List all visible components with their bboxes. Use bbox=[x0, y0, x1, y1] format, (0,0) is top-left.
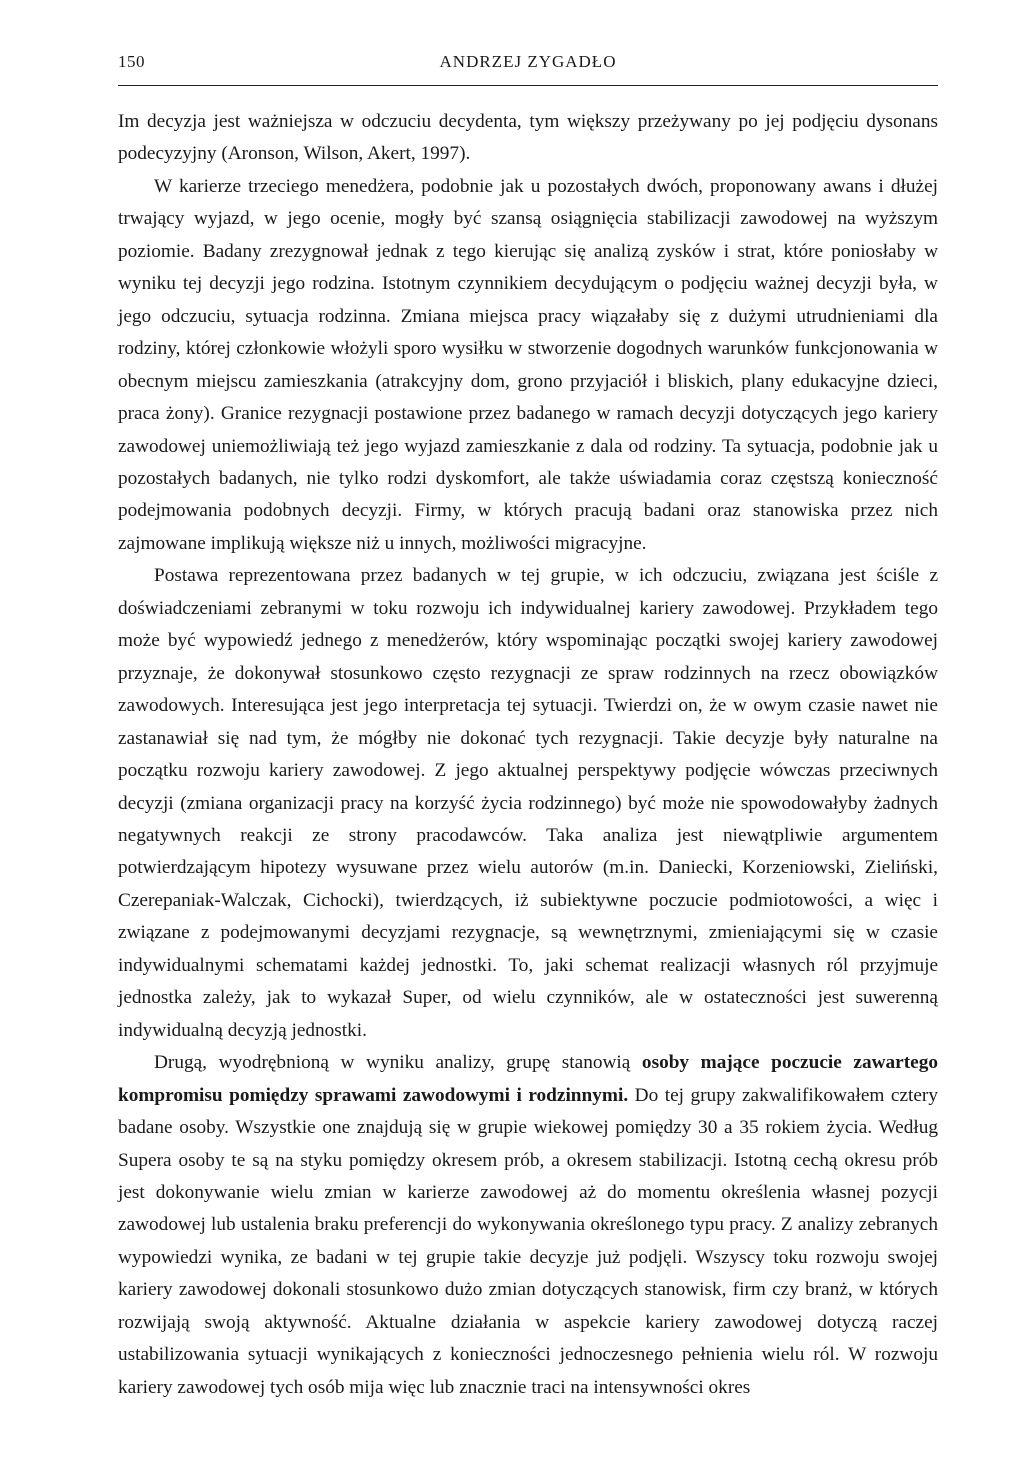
paragraph-4-rest: Do tej grupy zakwalifikowałem cztery badane osoby. Wszystkie one znajdują się w grupie wiekowej pomiędzy 30 a 35 rokiem życia. Według Supera osoby te są na styku pomiędzy okresem prób, a okresem stabilizacji. Istotną cechą okresu prób jest dokonywanie wielu zmian w karierze zawodowej aż do momentu określenia własnej pozycji zawodowej lub ustalenia braku preferencji do wykonywania określonego typu pracy. Z analizy zebranych wypowiedzi wynika, ze badani w tej grupie takie decyzje już podjęli. Wszyscy toku rozwoju swojej kariery zawodowej dokonali stosunkowo dużo zmian dotyczących stanowisk, firm czy branż, w których rozwijają swoją aktywność. Aktualne działania w aspekcie kariery zawodowej dotyczą raczej ustabilizowania sytuacji wynikających z konieczności jednoczesnego pełnienia wielu ról. W rozwoju kariery zawodowej tych osób mija więc lub znacznie traci na intensywności okres bbox=[118, 1084, 938, 1398]
body-text bbox=[118, 106, 938, 1404]
page-number: 150 bbox=[118, 52, 145, 71]
running-title: ANDRZEJ ZYGADŁO bbox=[439, 52, 617, 71]
paragraph-1: Im decyzja jest ważniejsza w odczuciu decydenta, tym większy przeżywany po jej podjęciu dysonans podecyzyjny (Aronson, Wilson, Akert, 1997). bbox=[118, 111, 938, 165]
paragraph-3: Postawa reprezentowana przez badanych w tej grupie, w ich odczuciu, związana jest ściśle z doświadczeniami zebranymi w toku rozwoju ich indywidualnej kariery zawodowej. Przykładem tego może być wypowiedź jednego z menedżerów, który wspominając początki swojej kariery zawodowej przyznaje, że dokonywał stosunkowo często rezygnacji ze spraw rodzinnych na rzecz obowiązków zawodowych. Interesująca jest jego interpretacja tej sytuacji. Twierdzi on, że w owym czasie nawet nie zastanawiał się nad tym, że mógłby nie dokonać tych rezygnacji. Takie decyzje były naturalne na początku rozwoju kariery zawodowej. Z jego aktualnej perspektywy podjęcie wówczas przeciwnych decyzji (zmiana organizacji pracy na korzyść życia rodzinnego) być może nie spowodowałyby żadnych negatywnych reakcji ze strony pracodawców. Taka analiza jest niewątpliwie argumentem potwierdzającym hipotezy wysuwane przez wielu autorów (m.in. Daniecki, Korzeniowski, Zieliński, Czerepaniak-Walczak, Cichocki), twierdzących, iż subiektywne poczucie podmiotowości, a więc i związane z podejmowanymi decyzjami rezygnacje, są wewnętrznymi, zmieniającymi się w czasie indywidualnymi schematami każdej jednostki. To, jaki schemat realizacji własnych ról przyjmuje jednostka zależy, jak to wykazał Super, od wielu czynników, ale w ostateczności jest suwerenną indywidualną decyzją jednostki. bbox=[118, 565, 938, 1041]
paragraph-2: W karierze trzeciego menedżera, podobnie jak u pozostałych dwóch, proponowany awans i dłużej trwający wyjazd, w jego ocenie, mogły być szansą osiągnięcia stabilizacji zawodowej na wyższym poziomie. Badany zrezygnował jednak z tego kierując się analizą zysków i strat, które poniosłaby w wyniku tej decyzji jego rodzina. Istotnym czynnikiem decydującym o podjęciu ważnej decyzji była, w jego odczuciu, sytuacja rodzinna. Zmiana miejsca pracy wiązałaby się z dużymi utrudnieniami dla rodziny, której członkowie włożyli sporo wysiłku w stworzenie dogodnych warunków funkcjonowania w obecnym miejscu zamieszkania (atrakcyjny dom, grono przyjaciół i bliskich, plany edukacyjne dzieci, praca żony). Granice rezygnacji postawione przez badanego w ramach decyzji dotyczących jego kariery zawodowej uniemożliwiają też jego wyjazd zamieszkanie z dala od rodziny. Ta sytuacja, podobnie jak u pozostałych badanych, nie tylko rodzi dyskomfort, ale także uświadamia coraz częstszą konieczność podejmowania podobnych decyzji. Firmy, w których pracują badani oraz stanowiska przez nich zajmowane implikują większe niż u innych, możliwości migracyjne. bbox=[118, 175, 938, 554]
paragraph-4-emphasis: osoby mające poczucie zawartego kompromisu pomiędzy sprawami zawodowymi i rodzinnymi. bbox=[118, 1052, 938, 1106]
paragraph-4-lead: Drugą, wyodrębnioną w wyniku analizy, grupę stanowią bbox=[154, 1052, 642, 1074]
header-divider bbox=[118, 85, 938, 86]
page-header bbox=[118, 52, 938, 78]
paragraph-4 bbox=[118, 1047, 938, 1404]
